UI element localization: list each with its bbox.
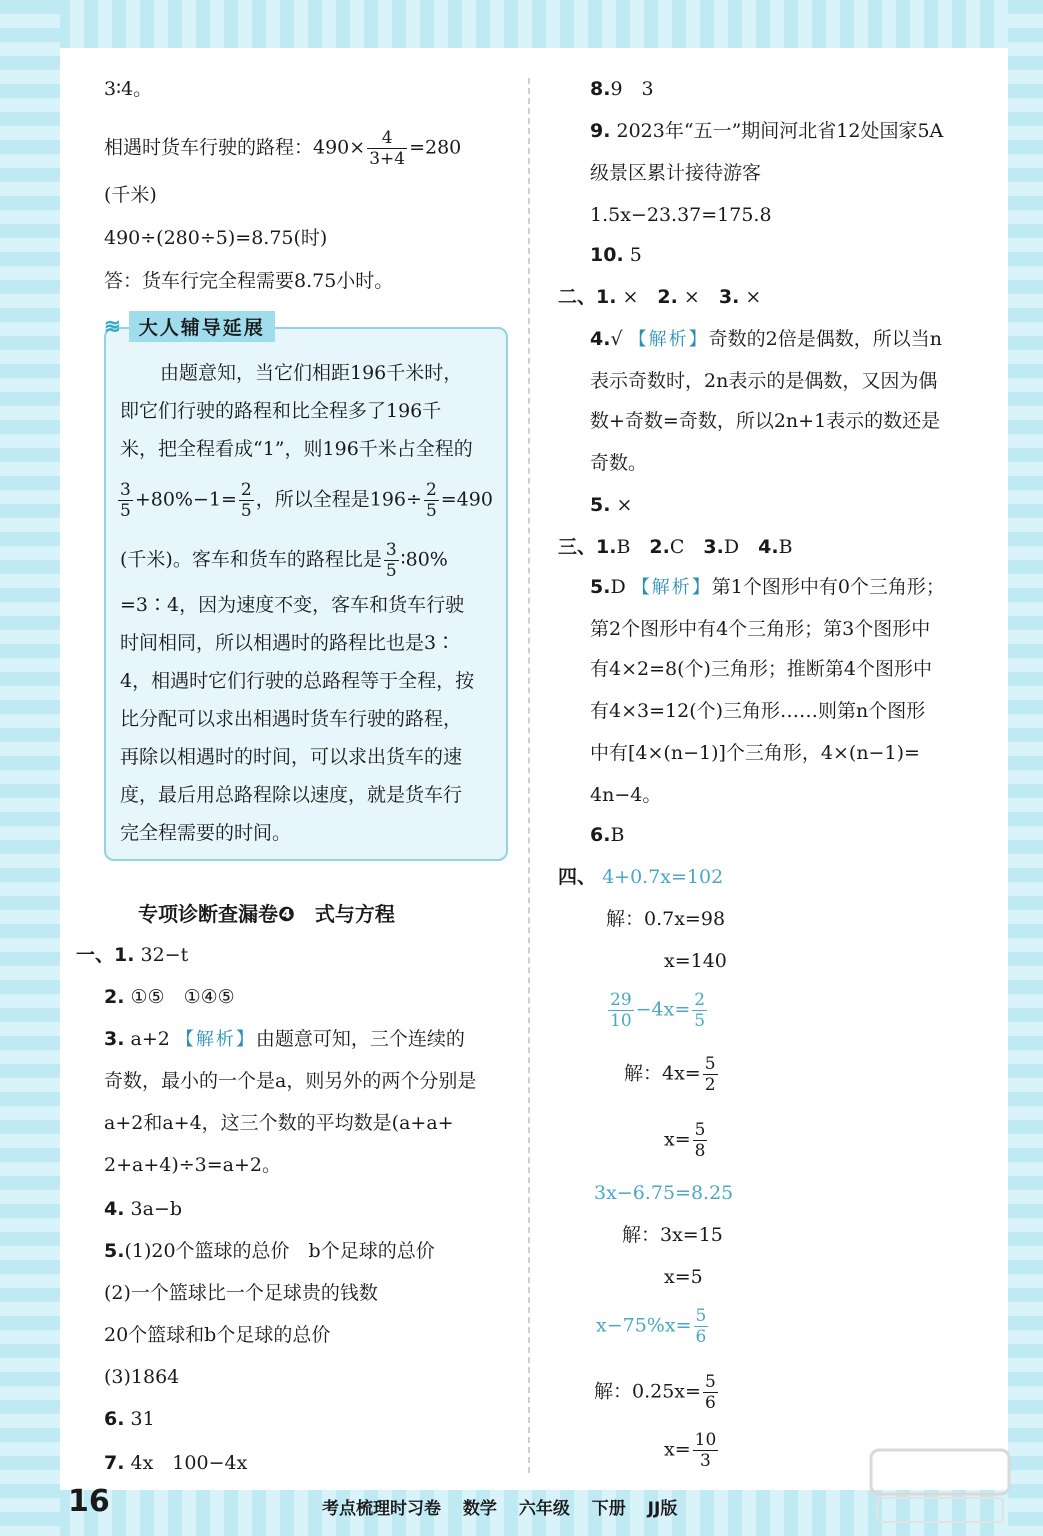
wave-icon: ≋ [104,314,121,338]
equation-step: 解：0.25x= $\frac{5}{6}$ [594,1372,716,1413]
extension-box-title: 大人辅导延展 [129,311,275,342]
box-text: 4，相遇时它们行驶的总路程等于全程，按 [120,670,475,692]
answer-line: 有4×3=12(个)三角形……则第n个图形 [590,700,926,722]
answer-line: 表示奇数时，2n表示的是偶数，又因为偶 [590,370,938,392]
answer-line: 1.5x−23.37=175.8 [590,204,772,226]
answer-line: 三、1.B 2.C 3.D 4.B [558,536,793,558]
answer-line: 级景区累计接待游客 [590,162,762,184]
equation-step: 解：3x=15 [622,1224,723,1246]
answer-line: (2)一个篮球比一个足球贵的钱数 [104,1282,378,1304]
equation-step: x= $\frac{5}{8}$ [664,1120,706,1161]
decorative-border-left [0,0,60,1536]
box-text: 度，最后用总路程除以速度，就是货车行 [120,784,463,806]
equation-step: x=140 [664,950,727,972]
answer-line: 一、1. 32−t [76,944,189,966]
text-line: (千米) [104,184,157,206]
text-line: 答：货车行完全程需要8.75小时。 [104,270,394,292]
box-text: $\frac{3}{5}$ +80%−1= $\frac{2}{5}$ ，所以全程是196÷ $\frac{2}{5}$ =490 [120,480,493,521]
answer-line: 4.√ 【解析】奇数的2倍是偶数，所以当n [590,328,942,350]
decorative-border-right [1008,0,1043,1536]
box-text: 即它们行驶的路程和比全程多了196千 [120,400,442,422]
equation-step: x= $\frac{10}{3}$ [664,1430,717,1471]
answer-line: 10. 5 [590,244,642,266]
text-line: 相遇时货车行驶的路程：490× $\frac{4}{3+4}$ =280 [104,128,462,169]
answer-line: 第2个图形中有4个三角形；第3个图形中 [590,618,931,640]
answer-line: 3. a+2 【解析】由题意可知，三个连续的 [104,1028,465,1050]
box-text: 再除以相遇时的时间，可以求出货车的速 [120,746,463,768]
answer-line: 5. × [590,494,633,516]
answer-line: 9. 2023年“五一”期间河北省12处国家5A [590,120,944,142]
equation-step: 解：0.7x=98 [606,908,726,930]
answer-line: 5.(1)20个篮球的总价 b个足球的总价 [104,1240,435,1262]
text-line: 3∶4。 [104,78,153,100]
answer-line: 四、 4+0.7x=102 [558,866,724,888]
box-text: 米，把全程看成“1”，则196千米占全程的 [120,438,473,460]
box-text: 比分配可以求出相遇时货车行驶的路程， [120,708,463,730]
box-text: 时间相同，所以相遇时的路程比也是3∶ [120,632,456,654]
answer-line: 数+奇数=奇数，所以2n+1表示的数还是 [590,410,941,432]
extension-box-header [104,311,275,341]
equation: x−75%x= $\frac{5}{6}$ [596,1306,707,1347]
answer-line: 2+a+4)÷3=a+2。 [104,1154,282,1176]
box-text: =3∶4，因为速度不变，客车和货车行驶 [120,594,465,616]
answer-line: 奇数，最小的一个是a，则另外的两个分别是 [104,1070,477,1092]
answer-line: (3)1864 [104,1366,180,1388]
answer-line: 5.D 【解析】第1个图形中有0个三角形； [590,576,945,598]
box-text: (千米)。客车和货车的路程比是 $\frac{3}{5}$ ∶80% [120,540,448,581]
answer-line: a+2和a+4，这三个数的平均数是(a+a+ [104,1112,454,1134]
answer-line: 4. 3a−b [104,1198,182,1220]
box-text: 完全程需要的时间。 [120,822,292,844]
answer-line: 2. ①⑤ ①④⑤ [104,986,235,1008]
answer-line: 6. 31 [104,1408,155,1430]
answer-line: 8.9 3 [590,78,654,100]
answer-line: 中有[4×(n−1)]个三角形，4×(n−1)= [590,742,920,764]
answer-line: 有4×2=8(个)三角形；推断第4个图形中 [590,658,933,680]
watermark-logo [865,1440,1015,1530]
answer-line: 4n−4。 [590,784,662,806]
equation-step: 解：4x= $\frac{5}{2}$ [624,1054,716,1095]
footer-text: 考点梳理时习卷 数学 六年级 下册 JJ版 [322,1499,678,1519]
box-text: 由题意知，当它们相距196千米时， [160,362,463,384]
equation: $\frac{29}{10}$ −4x= $\frac{2}{5}$ [610,990,706,1031]
equation: 3x−6.75=8.25 [594,1182,734,1204]
column-divider [528,78,530,1473]
text-line: 490÷(280÷5)=8.75(时) [104,227,328,249]
answer-line: 7. 4x 100−4x [104,1452,248,1474]
answer-line: 二、1. × 2. × 3. × [558,286,762,308]
answer-line: 20个篮球和b个足球的总价 [104,1324,331,1346]
answer-line: 6.B [590,824,625,846]
decorative-border-top [0,0,1043,48]
answer-line: 奇数。 [590,452,648,474]
page-number: 16 [68,1484,110,1519]
section-title: 专项诊断查漏卷❹ 式与方程 [138,902,395,926]
equation-step: x=5 [664,1266,703,1288]
